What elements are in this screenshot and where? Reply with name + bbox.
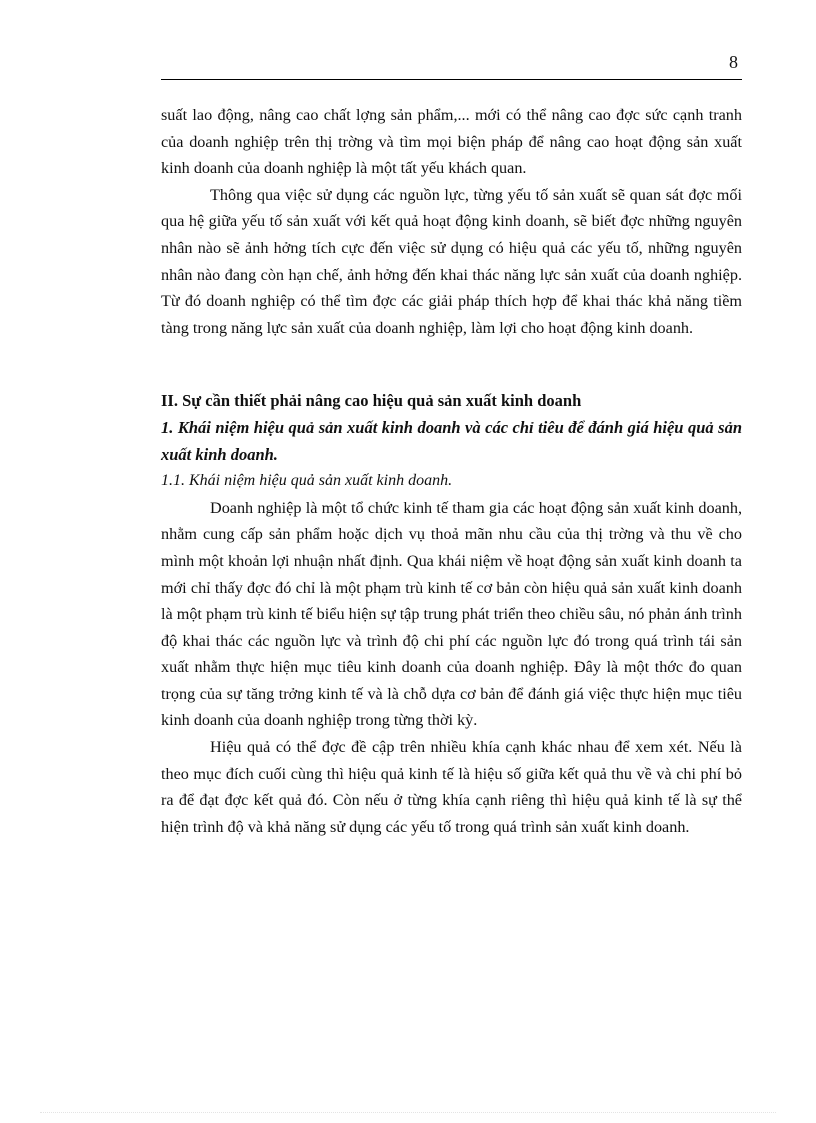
- bottom-divider: [40, 1112, 776, 1113]
- header-rule: [161, 79, 742, 80]
- subsubheading: 1.1. Khái niệm hiệu quả sản xuất kinh doanh.: [161, 472, 453, 490]
- paragraph-continuation: suất lao động, nâng cao chất lợng sản phẩm,... mới có thể nâng cao đợc sức cạnh tranh của doanh nghiệp trên thị trờng và tìm mọi biện pháp để nâng cao hoạt động sản xuất kinh doanh của doanh nghiệp là một tất yếu khách quan.: [161, 106, 742, 178]
- paragraph-efficiency: Hiệu quả có thể đợc đề cập trên nhiều khía cạnh khác nhau để xem xét. Nếu là theo mục đích cuối cùng thì hiệu quả kinh tế là hiệu số giữa kết quả thu về và chi phí bỏ ra để đạt đợc kết quả đó. Còn nếu ở từng khía cạnh riêng thì hiệu quả kinh tế là sự thể hiện trình độ và khả năng sử dụng các yếu tố trong quá trình sản xuất kinh doanh.: [161, 738, 742, 836]
- section-heading: II. Sự cần thiết phải nâng cao hiệu quả sản xuất kinh doanh: [161, 391, 582, 411]
- paragraph-resources: Thông qua việc sử dụng các nguồn lực, từng yếu tố sản xuất sẽ quan sát đợc mối qua hệ giữa yếu tố sản xuất với kết quả hoạt động kinh doanh, sẽ biết đợc những nguyên nhân nào sẽ ảnh hởng tích cực đến việc sử dụng có hiệu quả các yếu tố, những nguyên nhân nào đang còn hạn chế, ảnh hởng đến khai thác năng lực sản xuất của doanh nghiệp. Từ đó doanh nghiệp có thể tìm đợc các giải pháp thích hợp để khai thác khả năng tiềm tàng trong năng lực sản xuất của doanh nghiệp, làm lợi cho hoạt động kinh doanh.: [161, 185, 742, 337]
- page-number: 8: [729, 52, 738, 72]
- subheading: 1. Khái niệm hiệu quả sản xuất kinh doanh và các chỉ tiêu để đánh giá hiệu quả sản xuất kinh doanh.: [161, 417, 742, 464]
- page-content: [161, 102, 742, 840]
- paragraph-definition: Doanh nghiệp là một tổ chức kinh tế tham gia các hoạt động sản xuất kinh doanh, nhằm cung cấp sản phẩm hoặc dịch vụ thoả mãn nhu cầu của thị trờng và thu về cho mình một khoản lợi nhuận nhất định. Qua khái niệm về hoạt động sản xuất kinh doanh ta mới chỉ thấy đợc đó chỉ là một phạm trù kinh tế cơ bản còn hiệu quả sản xuất kinh doanh là một phạm trù kinh tế biểu hiện sự tập trung phát triển theo chiều sâu, nó phản ánh trình độ khai thác các nguồn lực và trình độ chi phí các nguồn lực đó trong quá trình tái sản xuất nhằm thực hiện mục tiêu kinh doanh của doanh nghiệp. Đây là một thớc đo quan trọng của sự tăng trởng kinh tế và là chỗ dựa cơ bản để đánh giá việc thực hiện mục tiêu kinh doanh của doanh nghiệp trong từng thời kỳ.: [161, 498, 742, 730]
